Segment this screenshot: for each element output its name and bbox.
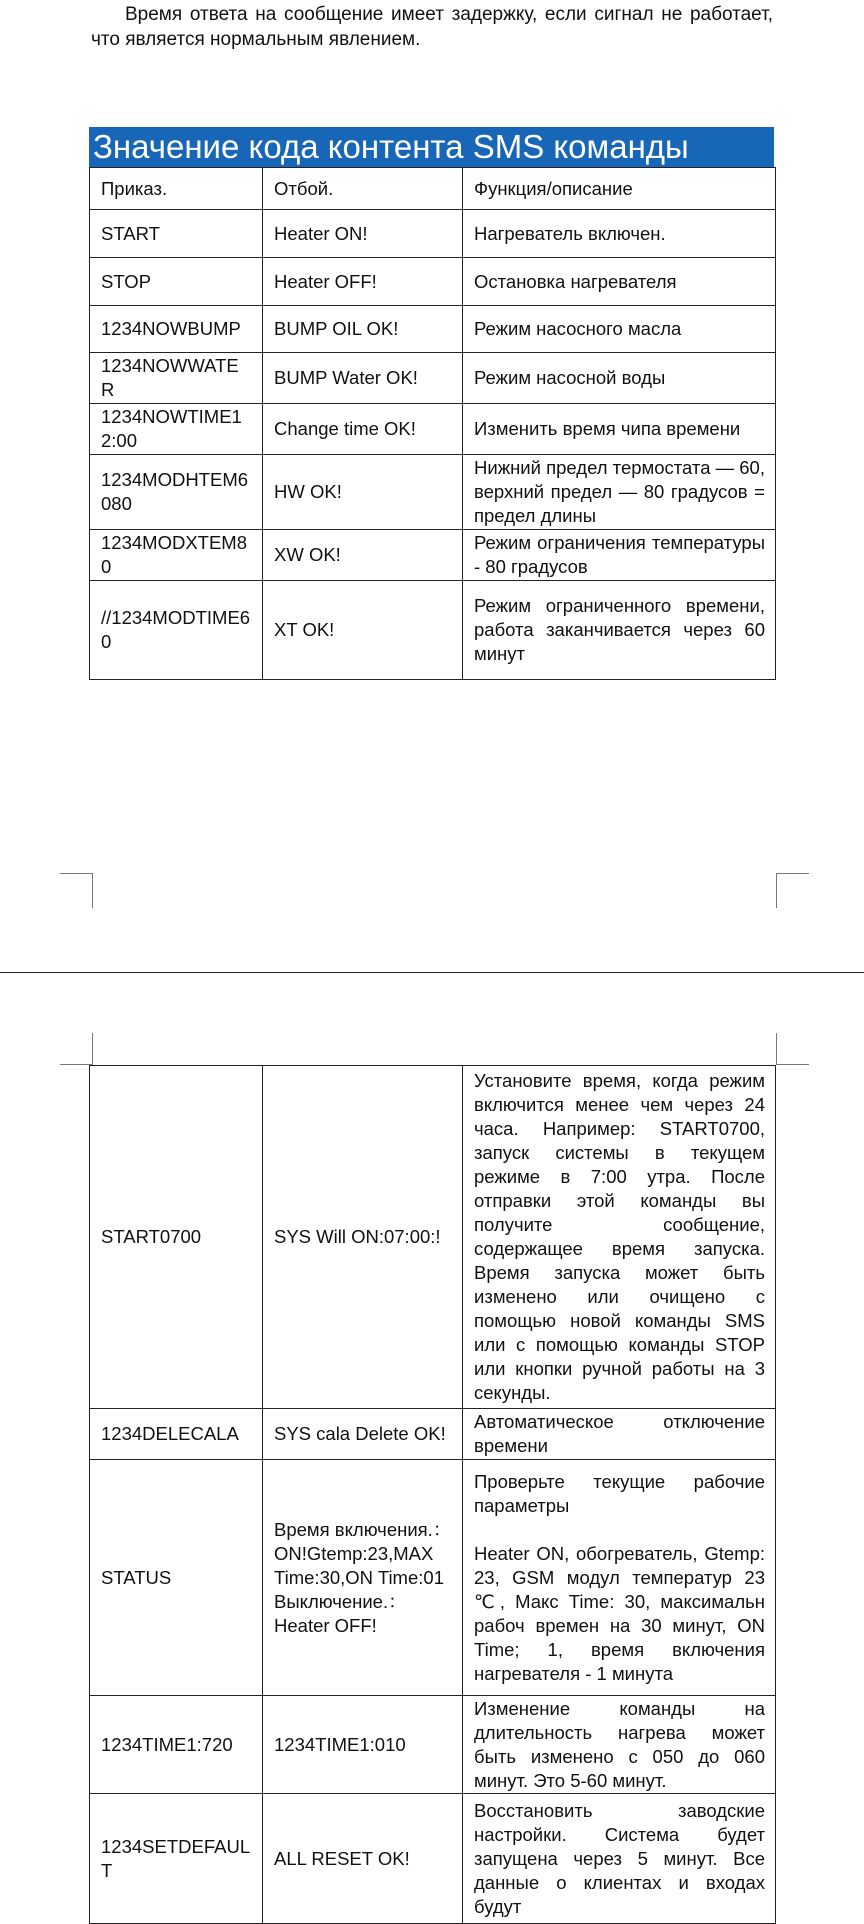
reply-cell: Change time OK!: [263, 404, 463, 455]
page-corner-mark: [60, 873, 93, 908]
table-row: [90, 306, 776, 353]
reply-cell: 1234TIME1:010: [263, 1696, 463, 1794]
command-cell: 1234TIME1:720: [90, 1696, 263, 1794]
description-cell: Автоматическое отключение времени: [463, 1409, 776, 1460]
command-cell: 1234MODHTEM6080: [90, 455, 263, 530]
description-cell: Нагреватель включен.: [463, 210, 776, 258]
description-cell: Установите время, когда режим включится менее чем через 24 часа. Например: START0700, запуск системы в текущем режиме в 7:00 утра. После отправки этой команды вы получите сообщение, содержащее время запуска. Время запуска может быть изменено или очищено с помощью новой команды SMS или с помощью команды STOP или кнопки ручной работы на 3 секунды.: [463, 1066, 776, 1409]
header-command: Приказ.: [90, 168, 263, 210]
description-cell: Остановка нагревателя: [463, 258, 776, 306]
description-cell: Режим ограничения температуры - 80 градусов: [463, 530, 776, 581]
reply-cell: ALL RESET OK!: [263, 1794, 463, 1924]
table-row: [90, 404, 776, 455]
table-row: [90, 581, 776, 680]
table-row: [90, 1460, 776, 1696]
table-row: [90, 210, 776, 258]
description-cell: Изменение команды на длительность нагрева может быть изменено с 050 до 060 минут. Это 5-60 минут.: [463, 1696, 776, 1794]
section-title: Значение кода контента SMS команды: [89, 127, 774, 168]
page-corner-mark: [776, 1033, 809, 1065]
page-break-line: [0, 972, 864, 973]
table-row: [90, 455, 776, 530]
command-cell: START0700: [90, 1066, 263, 1409]
command-cell: STOP: [90, 258, 263, 306]
reply-cell: XW OK!: [263, 530, 463, 581]
page-corner-mark: [776, 873, 809, 908]
table-row: [90, 258, 776, 306]
reply-cell: Heater OFF!: [263, 258, 463, 306]
command-cell: STATUS: [90, 1460, 263, 1696]
description-cell: Изменить время чипа времени: [463, 404, 776, 455]
description-cell: Режим насосного масла: [463, 306, 776, 353]
description-cell: Проверьте текущие рабочие параметры Heater ON, обогреватель, Gtemp: 23, GSM модул температур 23 ℃, Макс Time: 30, максимальн рабоч времен на 30 минут, ON Time; 1, время включения нагревателя - 1 минута: [463, 1460, 776, 1696]
sms-command-table: [89, 167, 776, 680]
reply-cell: BUMP Water OK!: [263, 353, 463, 404]
command-cell: 1234NOWBUMP: [90, 306, 263, 353]
description-cell: Режим ограниченного времени, работа заканчивается через 60 минут: [463, 581, 776, 680]
reply-cell: HW OK!: [263, 455, 463, 530]
reply-cell: Heater ON!: [263, 210, 463, 258]
description-cell: Восстановить заводские настройки. Система будет запущена через 5 минут. Все данные о клиентах и входах будут: [463, 1794, 776, 1924]
command-cell: 1234SETDEFAULT: [90, 1794, 263, 1924]
reply-cell: SYS cala Delete OK!: [263, 1409, 463, 1460]
command-cell: 1234DELECALA: [90, 1409, 263, 1460]
command-cell: START: [90, 210, 263, 258]
table-row: [90, 1066, 776, 1409]
reply-cell: SYS Will ON:07:00:!: [263, 1066, 463, 1409]
header-reply: Отбой.: [263, 168, 463, 210]
table-row: [90, 530, 776, 581]
table-row: [90, 353, 776, 404]
reply-cell: Время включения.：ON!Gtemp:23,MAX Time:30,ON Time:01 Выключение.：Heater OFF!: [263, 1460, 463, 1696]
command-cell: 1234MODXTEM80: [90, 530, 263, 581]
reply-cell: XT OK!: [263, 581, 463, 680]
table-row: [90, 1696, 776, 1794]
command-cell: 1234NOWTIME12:00: [90, 404, 263, 455]
sms-command-table-continued: [89, 1065, 776, 1924]
header-function: Функция/описание: [463, 168, 776, 210]
command-cell: //1234MODTIME60: [90, 581, 263, 680]
description-cell: Режим насосной воды: [463, 353, 776, 404]
description-cell: Нижний предел термостата — 60, верхний предел — 80 градусов = предел длины: [463, 455, 776, 530]
reply-cell: BUMP OIL OK!: [263, 306, 463, 353]
command-cell: 1234NOWWATER: [90, 353, 263, 404]
table-row: [90, 1409, 776, 1460]
page-corner-mark: [60, 1033, 93, 1065]
table-row: [90, 1794, 776, 1924]
intro-paragraph: Время ответа на сообщение имеет задержку, если сигнал не работает, что является нормальным явлением.: [91, 4, 773, 50]
table-header-row: [90, 168, 776, 210]
